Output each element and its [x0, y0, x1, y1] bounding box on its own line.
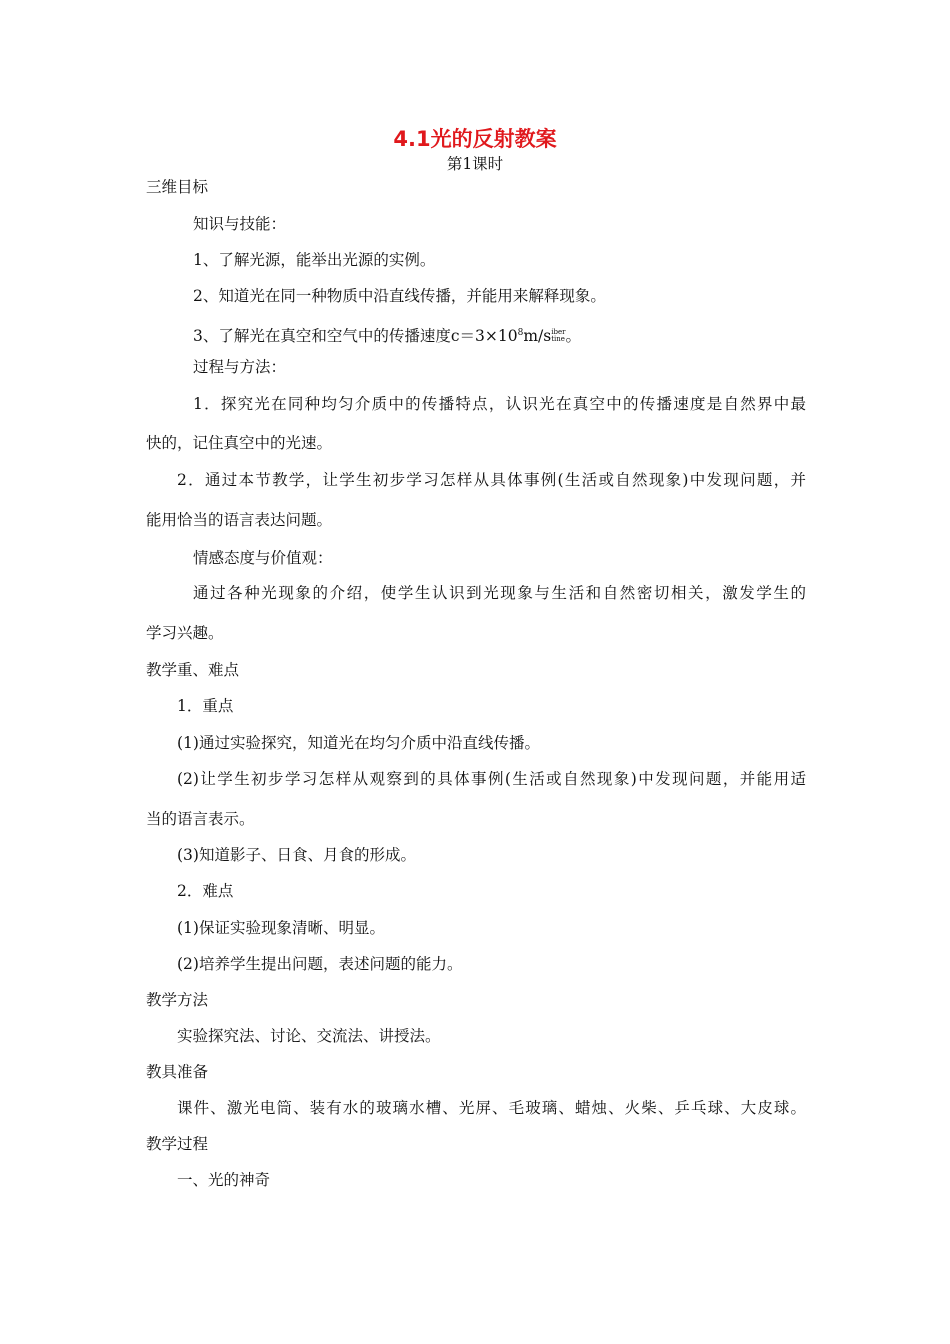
emotion-item-line-1: 通过各种光现象的介绍，使学生认识到光现象与生活和自然密切相关，激发学生的	[193, 584, 806, 602]
section-heading-equipment: 教具准备	[146, 1063, 209, 1081]
teaching-methods-text: 实验探究法、讨论、交流法、讲授法。	[177, 1027, 441, 1045]
equipment-text: 课件、激光电筒、装有水的玻璃水槽、光屏、毛玻璃、蜡烛、火柴、乒乓球、大皮球。	[177, 1099, 806, 1117]
difficult-point-2: (2)培养学生提出问题，表述问题的能力。	[177, 955, 463, 973]
knowledge-item-1: 1、了解光源，能举出光源的实例。	[193, 251, 436, 269]
process-item-1-line-1: 1．探究光在同种均匀介质中的传播特点，认识光在真空中的传播速度是自然界中最	[193, 395, 806, 413]
knowledge-item-3-text: 3、了解光在真空和空气中的传播速度c＝3×10	[193, 327, 518, 345]
exponent: 8	[517, 328, 524, 338]
stray-mark-bottom: tine	[551, 335, 565, 343]
document-title: 4.1光的反射教案	[393, 127, 557, 151]
key-point-2-line-2: 当的语言表示。	[146, 810, 255, 828]
stray-mark	[551, 329, 565, 343]
knowledge-item-2: 2、知道光在同一种物质中沿直线传播，并能用来解释现象。	[193, 287, 606, 305]
knowledge-item-3-end: 。	[565, 327, 581, 345]
section-heading-goals: 三维目标	[146, 178, 209, 196]
key-point-2-line-1: (2)让学生初步学习怎样从观察到的具体事例(生活或自然现象)中发现问题，并能用适	[177, 770, 806, 788]
process-item-2-line-1: 2．通过本节教学，让学生初步学习怎样从具体事例(生活或自然现象)中发现问题，并	[177, 471, 806, 489]
process-item-1-line-2: 快的，记住真空中的光速。	[146, 434, 333, 452]
key-point-3: (3)知道影子、日食、月食的形成。	[177, 846, 416, 864]
speed-unit: m/s	[523, 327, 552, 345]
document-subtitle: 第1课时	[446, 155, 504, 173]
section-heading-key-difficult: 教学重、难点	[146, 661, 240, 679]
difficult-point-1: (1)保证实验现象清晰、明显。	[177, 919, 385, 937]
knowledge-item-3	[193, 323, 581, 346]
subheading-key-points: 1．重点	[177, 697, 234, 715]
subheading-process-methods: 过程与方法：	[193, 358, 287, 376]
stray-mark-top: iber	[551, 328, 566, 336]
section-heading-teaching-methods: 教学方法	[146, 991, 209, 1009]
process-step-1: 一、光的神奇	[177, 1171, 271, 1189]
subheading-emotion-values: 情感态度与价值观：	[193, 549, 333, 567]
subheading-knowledge-skills: 知识与技能：	[193, 215, 287, 233]
section-heading-process: 教学过程	[146, 1135, 209, 1153]
key-point-1: (1)通过实验探究，知道光在均匀介质中沿直线传播。	[177, 734, 540, 752]
emotion-item-line-2: 学习兴趣。	[146, 624, 224, 642]
subheading-difficult-points: 2．难点	[177, 882, 234, 900]
process-item-2-line-2: 能用恰当的语言表达问题。	[146, 511, 333, 529]
